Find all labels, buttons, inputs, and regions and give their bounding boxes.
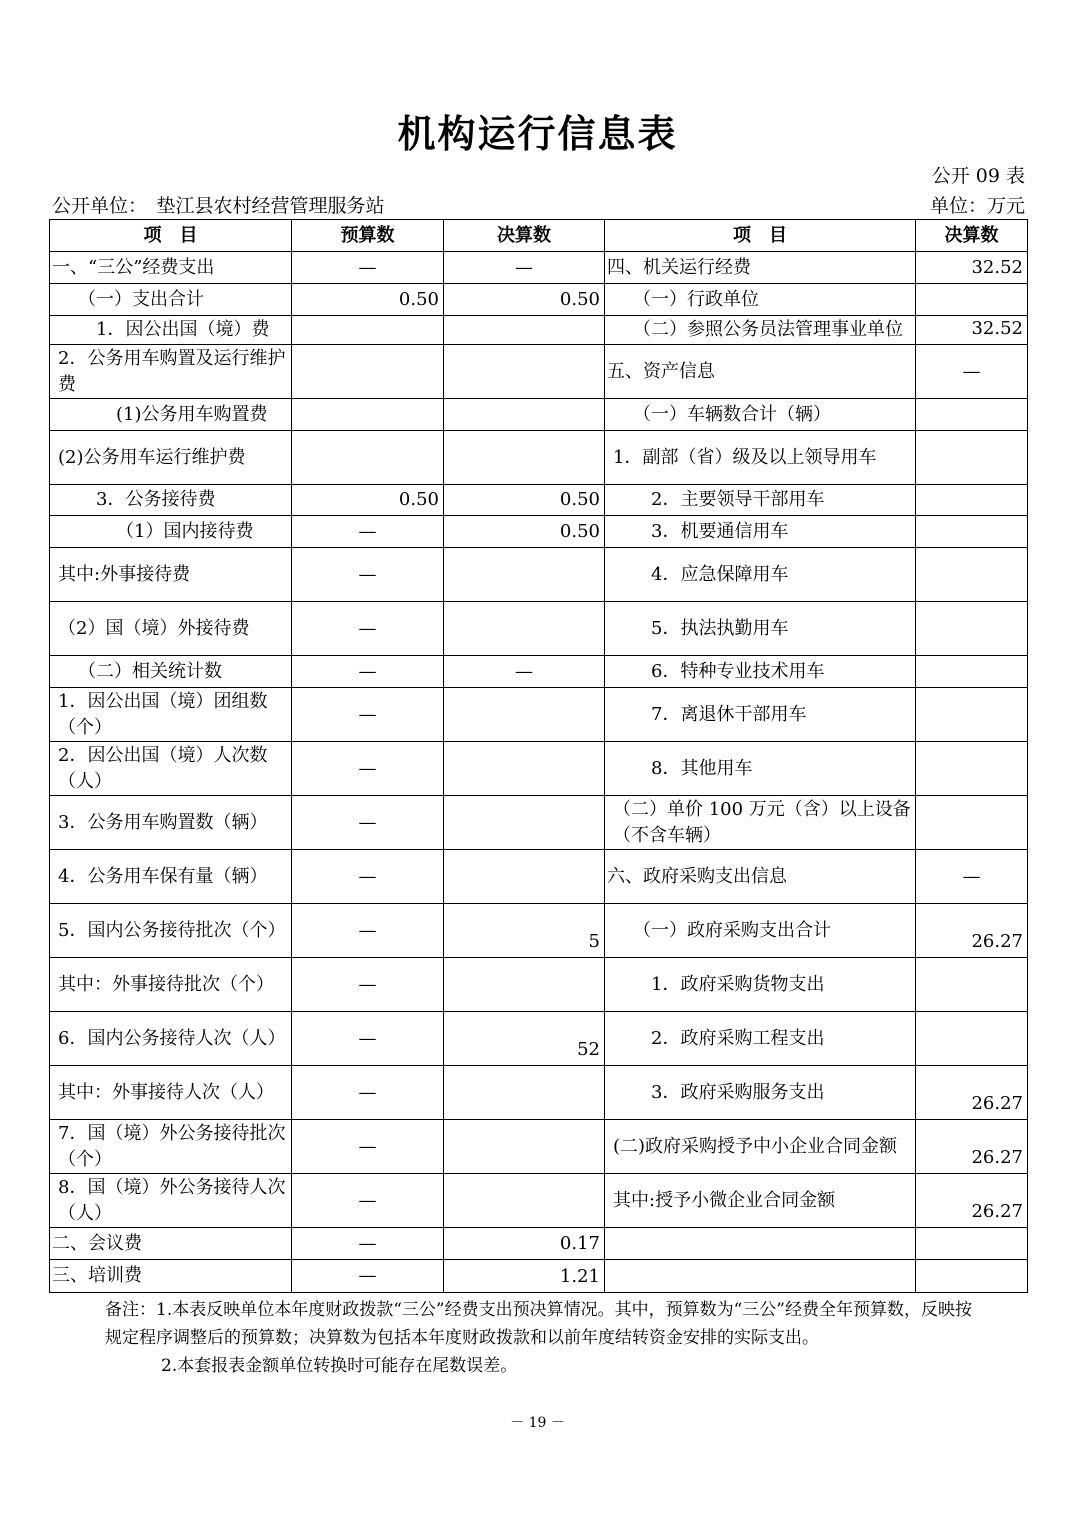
table-row xyxy=(50,284,1028,316)
right-label xyxy=(605,1260,916,1293)
row-label: 1．因公出国（境）团组数（个） xyxy=(50,688,292,742)
row-label: 4．公务用车保有量（辆） xyxy=(50,850,292,904)
table-row xyxy=(50,656,1028,688)
right-label: 其中:授予小微企业合同金额 xyxy=(605,1174,916,1228)
right-value xyxy=(916,742,1028,796)
budget-cell: — xyxy=(292,1174,444,1228)
info-table xyxy=(49,219,1028,1293)
final-cell: 0.50 xyxy=(444,485,605,516)
final-cell: 0.17 xyxy=(444,1228,605,1260)
page-title: 机构运行信息表 xyxy=(397,112,678,156)
budget-cell: — xyxy=(292,516,444,548)
final-cell xyxy=(444,1174,605,1228)
right-value: 32.52 xyxy=(916,316,1028,345)
right-value xyxy=(916,548,1028,602)
final-cell: 1.21 xyxy=(444,1260,605,1293)
right-label: 四、机关运行经费 xyxy=(605,252,916,284)
budget-cell: — xyxy=(292,958,444,1012)
right-label: 五、资产信息 xyxy=(605,345,916,399)
header-final-right: 决算数 xyxy=(916,220,1028,252)
table-header-row xyxy=(50,220,1028,252)
right-label: 2．政府采购工程支出 xyxy=(605,1012,916,1066)
final-cell: — xyxy=(444,656,605,688)
budget-cell: — xyxy=(292,548,444,602)
right-label: （一）行政单位 xyxy=(605,284,916,316)
final-cell xyxy=(444,399,605,431)
table-row xyxy=(50,1228,1028,1260)
right-label: 8．其他用车 xyxy=(605,742,916,796)
right-label: 5．执法执勤用车 xyxy=(605,602,916,656)
table-row xyxy=(50,252,1028,284)
budget-cell xyxy=(292,399,444,431)
final-cell xyxy=(444,688,605,742)
row-label: (1)公务用车购置费 xyxy=(50,399,292,431)
row-label: 3．公务接待费 xyxy=(50,485,292,516)
right-label: （一）车辆数合计（辆） xyxy=(605,399,916,431)
reporting-unit: 公开单位： 垫江县农村经营管理服务站 xyxy=(52,195,385,217)
header-item-right: 项 目 xyxy=(605,220,916,252)
header-budget: 预算数 xyxy=(292,220,444,252)
table-row xyxy=(50,688,1028,742)
final-cell xyxy=(444,602,605,656)
right-label: 6．特种专业技术用车 xyxy=(605,656,916,688)
table-row xyxy=(50,1066,1028,1120)
row-label: （二）相关统计数 xyxy=(50,656,292,688)
page-number: － 19 － xyxy=(510,1415,565,1431)
right-value: 26.27 xyxy=(916,1174,1028,1228)
right-value: 26.27 xyxy=(916,1066,1028,1120)
budget-cell: — xyxy=(292,656,444,688)
final-cell xyxy=(444,742,605,796)
final-cell: 5 xyxy=(444,904,605,958)
right-value xyxy=(916,958,1028,1012)
budget-cell xyxy=(292,345,444,399)
right-value xyxy=(916,1012,1028,1066)
row-label: 3．公务用车购置数（辆） xyxy=(50,796,292,850)
right-value xyxy=(916,796,1028,850)
currency-unit: 单位：万元 xyxy=(929,195,1025,217)
table-row xyxy=(50,1174,1028,1228)
right-value: 26.27 xyxy=(916,1120,1028,1174)
right-value xyxy=(916,688,1028,742)
final-cell: 0.50 xyxy=(444,284,605,316)
row-label: 其中：外事接待批次（个） xyxy=(50,958,292,1012)
row-label: 7．国（境）外公务接待批次（个） xyxy=(50,1120,292,1174)
form-number: 公开 09 表 xyxy=(931,165,1025,187)
row-label: 二、会议费 xyxy=(50,1228,292,1260)
right-value xyxy=(916,399,1028,431)
table-row xyxy=(50,796,1028,850)
row-label: （2）国（境）外接待费 xyxy=(50,602,292,656)
right-label: 4．应急保障用车 xyxy=(605,548,916,602)
right-label: 1．政府采购货物支出 xyxy=(605,958,916,1012)
table-row xyxy=(50,1012,1028,1066)
right-value xyxy=(916,485,1028,516)
row-label: （一）支出合计 xyxy=(50,284,292,316)
table-row xyxy=(50,399,1028,431)
right-value: — xyxy=(916,850,1028,904)
right-value xyxy=(916,1260,1028,1293)
right-value xyxy=(916,656,1028,688)
budget-cell: 0.50 xyxy=(292,284,444,316)
budget-cell: 0.50 xyxy=(292,485,444,516)
budget-cell: — xyxy=(292,1066,444,1120)
final-cell xyxy=(444,548,605,602)
budget-cell: — xyxy=(292,252,444,284)
right-label: 3．政府采购服务支出 xyxy=(605,1066,916,1120)
right-value xyxy=(916,602,1028,656)
right-value xyxy=(916,284,1028,316)
budget-cell: — xyxy=(292,688,444,742)
budget-cell: — xyxy=(292,1228,444,1260)
right-value: 26.27 xyxy=(916,904,1028,958)
row-label: (2)公务用车运行维护费 xyxy=(50,431,292,485)
row-label: 2．公务用车购置及运行维护费 xyxy=(50,345,292,399)
budget-cell: — xyxy=(292,742,444,796)
budget-cell: — xyxy=(292,796,444,850)
final-cell xyxy=(444,850,605,904)
table-row xyxy=(50,958,1028,1012)
table-row xyxy=(50,548,1028,602)
budget-cell xyxy=(292,316,444,345)
budget-cell: — xyxy=(292,1120,444,1174)
budget-cell xyxy=(292,431,444,485)
final-cell: 52 xyxy=(444,1012,605,1066)
row-label: 三、培训费 xyxy=(50,1260,292,1293)
final-cell xyxy=(444,1066,605,1120)
table-row xyxy=(50,345,1028,399)
note-1: 备注：1.本表反映单位本年度财政拨款“三公”经费支出预决算情况。其中，预算数为“三公”经费全年预算数，反映按规定程序调整后的预算数；决算数为包括本年度财政拨款和以前年度结转资金安排的实际支出。 xyxy=(105,1300,972,1348)
budget-cell: — xyxy=(292,602,444,656)
header-item: 项 目 xyxy=(50,220,292,252)
right-value xyxy=(916,1228,1028,1260)
table-row xyxy=(50,1260,1028,1293)
row-label: 一、“三公”经费支出 xyxy=(50,252,292,284)
table-row xyxy=(50,431,1028,485)
right-label: 7．离退休干部用车 xyxy=(605,688,916,742)
row-label: 5．国内公务接待批次（个） xyxy=(50,904,292,958)
final-cell xyxy=(444,958,605,1012)
budget-cell: — xyxy=(292,850,444,904)
right-label: 3．机要通信用车 xyxy=(605,516,916,548)
budget-cell: — xyxy=(292,1260,444,1293)
header-final: 决算数 xyxy=(444,220,605,252)
row-label: 其中：外事接待人次（人） xyxy=(50,1066,292,1120)
table-row xyxy=(50,516,1028,548)
table-row xyxy=(50,742,1028,796)
final-cell xyxy=(444,316,605,345)
right-value: — xyxy=(916,345,1028,399)
budget-cell: — xyxy=(292,904,444,958)
table-row xyxy=(50,485,1028,516)
right-label: 六、政府采购支出信息 xyxy=(605,850,916,904)
right-label: （二）单价 100 万元（含）以上设备（不含车辆） xyxy=(605,796,916,850)
note-2: 2.本套报表金额单位转换时可能存在尾数误差。 xyxy=(161,1356,518,1376)
final-cell: — xyxy=(444,252,605,284)
right-label: （二）参照公务员法管理事业单位 xyxy=(605,316,916,345)
row-label: 其中:外事接待费 xyxy=(50,548,292,602)
right-value: 32.52 xyxy=(916,252,1028,284)
notes-section xyxy=(105,1296,985,1380)
table-row xyxy=(50,316,1028,345)
final-cell xyxy=(444,431,605,485)
row-label: 2．因公出国（境）人次数（人） xyxy=(50,742,292,796)
right-value xyxy=(916,431,1028,485)
final-cell xyxy=(444,1120,605,1174)
right-value xyxy=(916,516,1028,548)
row-label: （1）国内接待费 xyxy=(50,516,292,548)
right-label: (二)政府采购授予中小企业合同金额 xyxy=(605,1120,916,1174)
budget-cell: — xyxy=(292,1012,444,1066)
right-label: 2．主要领导干部用车 xyxy=(605,485,916,516)
row-label: 1．因公出国（境）费 xyxy=(50,316,292,345)
table-row xyxy=(50,904,1028,958)
row-label: 8．国（境）外公务接待人次（人） xyxy=(50,1174,292,1228)
row-label: 6．国内公务接待人次（人） xyxy=(50,1012,292,1066)
right-label: （一）政府采购支出合计 xyxy=(605,904,916,958)
table-row xyxy=(50,1120,1028,1174)
right-label: 1．副部（省）级及以上领导用车 xyxy=(605,431,916,485)
final-cell xyxy=(444,345,605,399)
final-cell xyxy=(444,796,605,850)
final-cell: 0.50 xyxy=(444,516,605,548)
right-label xyxy=(605,1228,916,1260)
table-row xyxy=(50,850,1028,904)
table-row xyxy=(50,602,1028,656)
